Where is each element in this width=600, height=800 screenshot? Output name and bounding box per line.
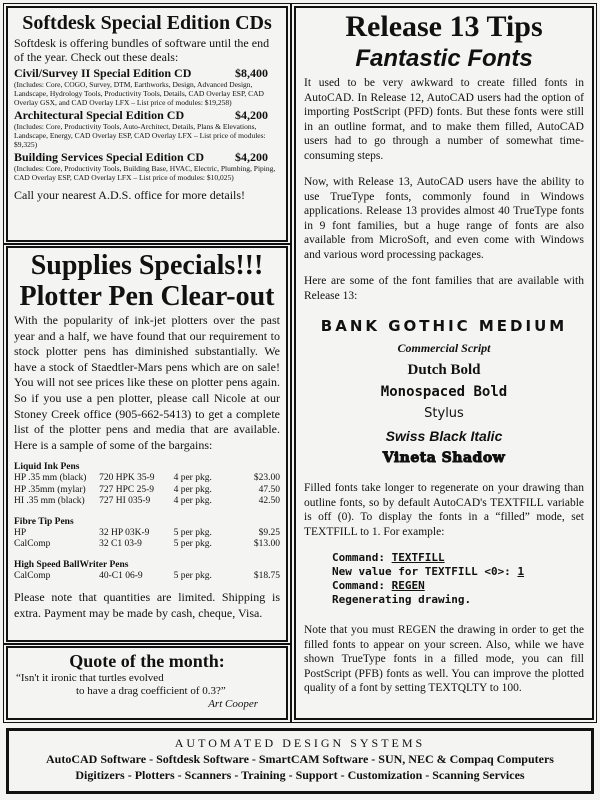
quote-line-1: “Isn't it ironic that turtles evolved [16, 672, 164, 684]
cd-item [14, 66, 280, 107]
cell: 32 HP 03K-9 [99, 527, 150, 538]
font-sample-list [304, 315, 584, 469]
font-sample-swiss-black-italic: Swiss Black Italic [385, 428, 503, 444]
section-heading: High Speed BallWriter Pens [14, 559, 129, 570]
release13-paragraph: Filled fonts take longer to regenerate on your drawing than outline fonts, so by default AutoCAD's TEXTFILL variable is off (0). To display the fonts in a “filled” mode, set TEXTFILL to 1. For example: [304, 482, 584, 538]
release13-paragraph: Note that you must REGEN the drawing in order to get the filled fonts to appear on your screen. Also, while we have shown TrueType fonts in a filled mode, you can fill PostScript (PFB) fonts as well. You can improve the plotted quality of a font by setting TEXTQLTY to 100. [304, 624, 584, 694]
cds-title: Softdesk Special Edition CDs [22, 12, 272, 34]
quote-box [6, 646, 288, 720]
cd-item [14, 108, 280, 149]
cell: 4 per pkg. [173, 473, 212, 484]
supplies-note: Please note that quantities are limited. Shipping is extra. Payment may be made by cash, cheque, Visa. [14, 590, 280, 620]
font-sample-stylus: Stylus [424, 406, 464, 421]
cd-name: Building Services Special Edition CD [14, 150, 205, 164]
command-example [304, 551, 584, 607]
cds-footer: Call your nearest A.D.S. office for more details! [14, 188, 246, 202]
cell: $23.00 [253, 473, 280, 484]
cell: 727 HPC 25-9 [99, 484, 155, 495]
command-prompt: Command: [332, 579, 392, 592]
quote-author: Art Cooper [208, 698, 258, 710]
table-row [14, 528, 280, 540]
cd-name: Civil/Survey II Special Edition CD [14, 66, 192, 80]
command-prompt: Command: [332, 551, 392, 564]
supplies-body: With the popularity of ink-jet plotters over the past year and a half, we have found that our requirement to stock plotter pens has diminished substantially. We have a stock of Staedtler-Mars pens which are on sale! You will not see prices like these on plotter pens again. So if you use a pen plotter, please call Nicole at our Stoney Creek office (905-662-5413) to get a complete list of the plotter pens and media that are available. Here is a sample of some of the bargains: [14, 313, 280, 452]
table-row [14, 485, 280, 497]
cell: 4 per pkg. [173, 484, 212, 495]
cell: $18.75 [253, 570, 280, 581]
cell: $9.25 [258, 527, 280, 538]
command-prompt: New value for TEXTFILL <0>: [332, 565, 518, 578]
table-row [14, 571, 280, 583]
command-line [332, 579, 584, 593]
command-line [332, 551, 584, 565]
cd-name: Architectural Special Edition CD [14, 108, 185, 122]
cell: 720 HPK 35-9 [99, 473, 155, 484]
release13-box [294, 6, 594, 720]
supplies-box [6, 246, 288, 642]
softdesk-cds-box [6, 6, 288, 242]
cd-item [14, 150, 280, 182]
company-name: AUTOMATED DESIGN SYSTEMS [174, 736, 426, 750]
services-line-2: Digitizers - Plotters - Scanners - Training - Support - Customization - Scanning Services [75, 768, 525, 782]
release13-title: Release 13 Tips [345, 10, 543, 43]
font-sample-commercial-script: Commercial Script [397, 341, 491, 355]
section-heading: Fibre Tip Pens [14, 516, 74, 527]
cell: 5 per pkg. [173, 539, 212, 550]
cell: HI .35 mm (black) [14, 496, 85, 507]
release13-subtitle: Fantastic Fonts [355, 45, 533, 72]
quote-line-2: to have a drag coefficient of 0.3?” [76, 685, 226, 697]
cell: 47.50 [258, 484, 280, 495]
supplies-subtitle: Plotter Pen Clear-out [19, 281, 275, 312]
table-row [14, 496, 280, 508]
cell: HP [14, 527, 27, 538]
cd-details: (Includes: Core, Productivity Tools, Auto-Architect, Details, Plans & Elevations, Landscape, Energy, CAD Overlay ESP, CAD Overlay LFX – List price of modules: $9,325) [14, 122, 266, 149]
cell: 5 per pkg. [173, 570, 212, 581]
release13-paragraph: It used to be very awkward to create filled fonts in AutoCAD. In Release 12, AutoCAD users had the option of importing PostScript (PFD) fonts. But these fonts were still in an outline format, and to make them filled, AutoCAD users had to go through a number of somewhat time-consuming steps. [304, 77, 584, 162]
cell: CalComp [14, 539, 51, 550]
command-input: REGEN [391, 579, 425, 592]
cell: CalComp [14, 570, 51, 581]
cell: HP .35 mm (black) [14, 473, 87, 484]
cell: $13.00 [253, 539, 280, 550]
font-sample-dutch-bold: Dutch Bold [407, 362, 481, 378]
font-sample-bank-gothic: BANK GOTHIC MEDIUM [320, 317, 568, 335]
table-row [14, 539, 280, 551]
supplies-title: Supplies Specials!!! [30, 250, 264, 281]
services-line-1: AutoCAD Software - Softdesk Software - SmartCAM Software - SUN, NEC & Compaq Computers [46, 752, 554, 766]
cd-price: $8,400 [235, 66, 268, 80]
command-input: TEXTFILL [391, 551, 445, 564]
cell: 32 C1 03-9 [99, 539, 142, 550]
cds-intro: Softdesk is offering bundles of software until the end of the year. Check out these deals: [14, 36, 270, 64]
ballwriter-table [14, 571, 280, 583]
command-input: 1 [517, 565, 525, 578]
section-heading: Liquid Ink Pens [14, 462, 80, 473]
command-line: Regenerating drawing. [332, 593, 472, 606]
release13-paragraph: Now, with Release 13, AutoCAD users have the ability to use TrueType fonts, commonly found in Windows applications. Release 13 provides almost 40 TrueType fonts in 9 font families, but a huge range of fonts are also available from MicroSoft, and even come with Windows and various word processing packages. [304, 176, 584, 261]
cd-price: $4,200 [235, 150, 268, 164]
company-footer [6, 728, 594, 794]
cell: 42.50 [258, 496, 280, 507]
fibre-tip-table [14, 528, 280, 551]
font-sample-monospaced-bold: Monospaced Bold [380, 384, 508, 400]
cell: 727 HI 035-9 [99, 496, 151, 507]
cell: 4 per pkg. [173, 496, 212, 507]
quote-title: Quote of the month: [69, 651, 225, 671]
cell: 40-C1 06-9 [99, 570, 143, 581]
cd-details: (Includes: Core, COGO, Survey, DTM, Earthworks, Design, Advanced Design, Landscape, Hydrology Tools, Productivity Tools, Details, CAD Overlay ESP, CAD Overlay GSX, and CAD Overlay LFX – List price of modules: $19,258) [14, 80, 264, 107]
command-line [332, 565, 584, 579]
liquid-ink-table [14, 473, 280, 508]
release13-paragraph: Here are some of the font families that are available with Release 13: [304, 275, 584, 302]
font-sample-vineta-shadow: Vineta Shadow [382, 450, 506, 466]
cell: HP .35mm (mylar) [14, 484, 86, 495]
cd-details: (Includes: Core, Productivity Tools, Building Base, HVAC, Electric, Plumbing, Piping, CAD Overlay ESP, CAD Overlay LFX – List price of modules: $10,025) [14, 164, 276, 182]
cd-price: $4,200 [235, 108, 268, 122]
table-row [14, 473, 280, 485]
cell: 5 per pkg. [173, 527, 212, 538]
